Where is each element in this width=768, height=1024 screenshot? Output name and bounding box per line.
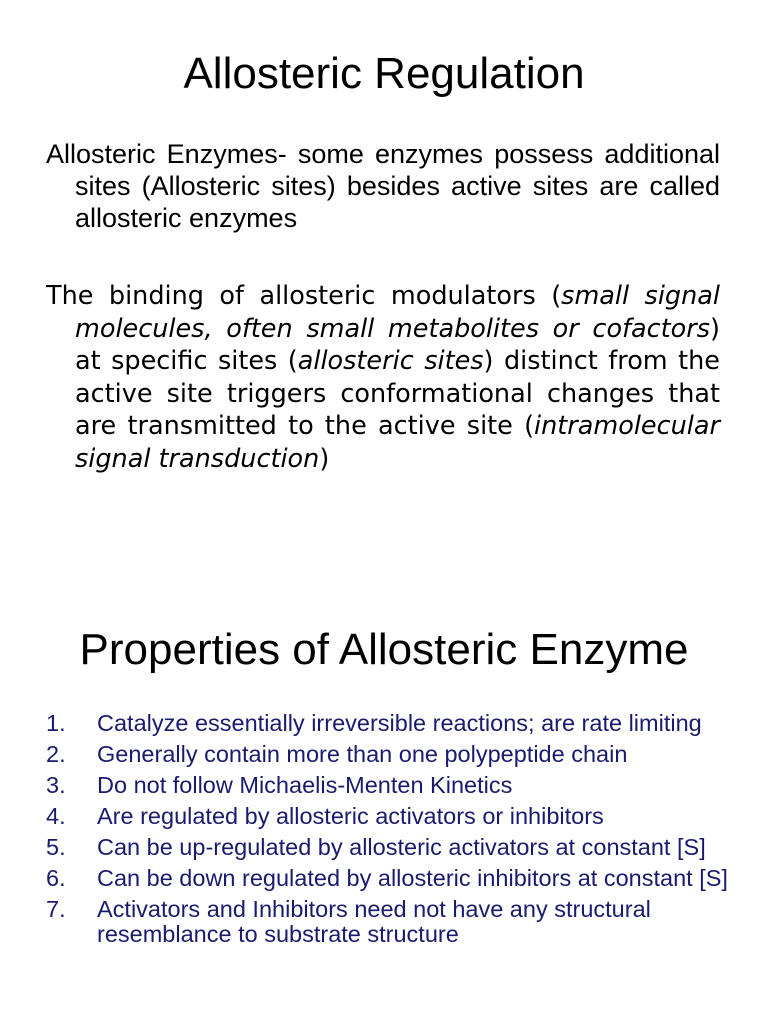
list-item-text: Can be up-regulated by allosteric activators at constant [S] — [97, 834, 706, 860]
list-item — [46, 804, 736, 829]
list-item-number: 4. — [46, 803, 66, 829]
list-item-text: Do not follow Michaelis-Menten Kinetics — [97, 772, 513, 798]
list-item-number: 6. — [46, 865, 66, 891]
list-item — [46, 773, 736, 798]
binding-italic-3: intramolecular signal transduction — [75, 411, 720, 474]
binding-italic-1: small signal molecules, often small metabolites or cofactors — [75, 281, 720, 344]
list-item-text: Are regulated by allosteric activators or inhibitors — [97, 803, 604, 829]
list-item — [46, 866, 736, 891]
binding-text-1: The binding of allosteric modulators ( — [46, 281, 562, 311]
list-item-number: 1. — [46, 710, 66, 736]
definition-paragraph: Allosteric Enzymes- some enzymes possess additional sites (Allosteric sites) besides active sites are called allosteric enzymes — [46, 139, 720, 233]
list-item-number: 2. — [46, 741, 66, 767]
list-item — [46, 742, 736, 767]
list-item-number: 5. — [46, 834, 66, 860]
list-item — [46, 835, 736, 860]
list-item-text: Catalyze essentially irreversible reactions; are rate limiting — [97, 710, 702, 736]
list-item-text: Can be down regulated by allosteric inhibitors at constant [S] — [97, 865, 728, 891]
binding-text-3: ) distinct from the active site triggers conformational changes that are transmitted to the active site ( — [75, 346, 720, 441]
list-item-text: Activators and Inhibitors need not have any structural resemblance to substrate structure — [97, 896, 651, 947]
binding-italic-2: allosteric sites — [297, 346, 484, 376]
list-item-number: 7. — [46, 896, 66, 922]
list-item-text: Generally contain more than one polypeptide chain — [97, 741, 628, 767]
binding-text-4: ) — [319, 443, 330, 474]
binding-paragraph — [46, 280, 720, 475]
slide-title: Allosteric Regulation — [183, 49, 585, 98]
list-item — [46, 711, 736, 736]
list-item — [46, 897, 736, 947]
properties-list — [46, 711, 736, 953]
binding-text-2: ) at specific sites ( — [75, 313, 720, 376]
properties-title: Properties of Allosteric Enzyme — [79, 625, 689, 674]
list-item-number: 3. — [46, 772, 66, 798]
